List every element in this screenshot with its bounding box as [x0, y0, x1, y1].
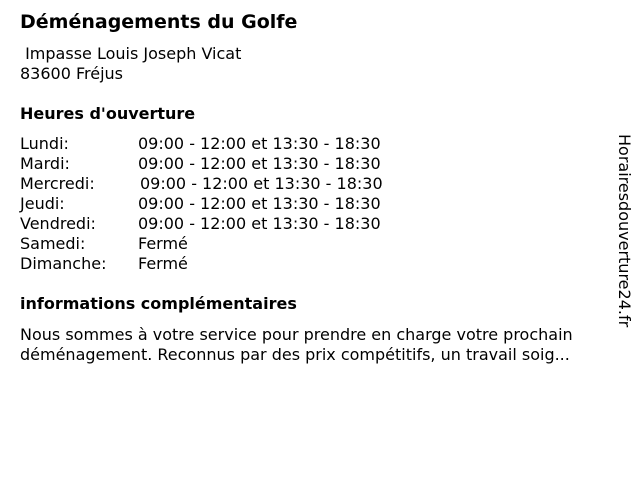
- day-label: Vendredi:: [20, 214, 96, 233]
- additional-info-text: [20, 325, 616, 365]
- opening-hours-heading: Heures d'ouverture: [20, 104, 196, 123]
- address-city: 83600 Fréjus: [20, 64, 124, 83]
- hours-row-saturday: [20, 234, 440, 254]
- description-line-2: déménagement. Reconnus par des prix compétitifs, un travail soig...: [20, 345, 570, 364]
- day-label: Lundi:: [20, 134, 69, 153]
- day-hours: Fermé: [138, 254, 188, 273]
- day-hours: 09:00 - 12:00 et 13:30 - 18:30: [138, 154, 381, 173]
- day-label: Mercredi:: [20, 174, 95, 193]
- hours-row-monday: [20, 134, 440, 154]
- hours-row-thursday: [20, 194, 440, 214]
- address-street: Impasse Louis Joseph Vicat: [20, 44, 242, 63]
- day-hours: 09:00 - 12:00 et 13:30 - 18:30: [138, 194, 381, 213]
- business-name: Déménagements du Golfe: [20, 11, 298, 33]
- hours-row-tuesday: [20, 154, 440, 174]
- day-label: Jeudi:: [20, 194, 65, 213]
- day-label: Mardi:: [20, 154, 70, 173]
- day-hours: 09:00 - 12:00 et 13:30 - 18:30: [138, 134, 381, 153]
- business-address: [20, 44, 241, 84]
- day-hours: 09:00 - 12:00 et 13:30 - 18:30: [140, 174, 383, 193]
- additional-info-heading: informations complémentaires: [20, 294, 297, 313]
- opening-hours-table: [20, 134, 440, 274]
- hours-row-friday: [20, 214, 440, 234]
- description-line-1: Nous sommes à votre service pour prendre en charge votre prochain: [20, 325, 573, 344]
- hours-row-sunday: [20, 254, 440, 274]
- day-label: Samedi:: [20, 234, 86, 253]
- site-watermark: Horairesdouverture24.fr: [615, 134, 634, 328]
- day-hours: 09:00 - 12:00 et 13:30 - 18:30: [138, 214, 381, 233]
- day-hours: Fermé: [138, 234, 188, 253]
- day-label: Dimanche:: [20, 254, 107, 273]
- hours-row-wednesday: [20, 174, 440, 194]
